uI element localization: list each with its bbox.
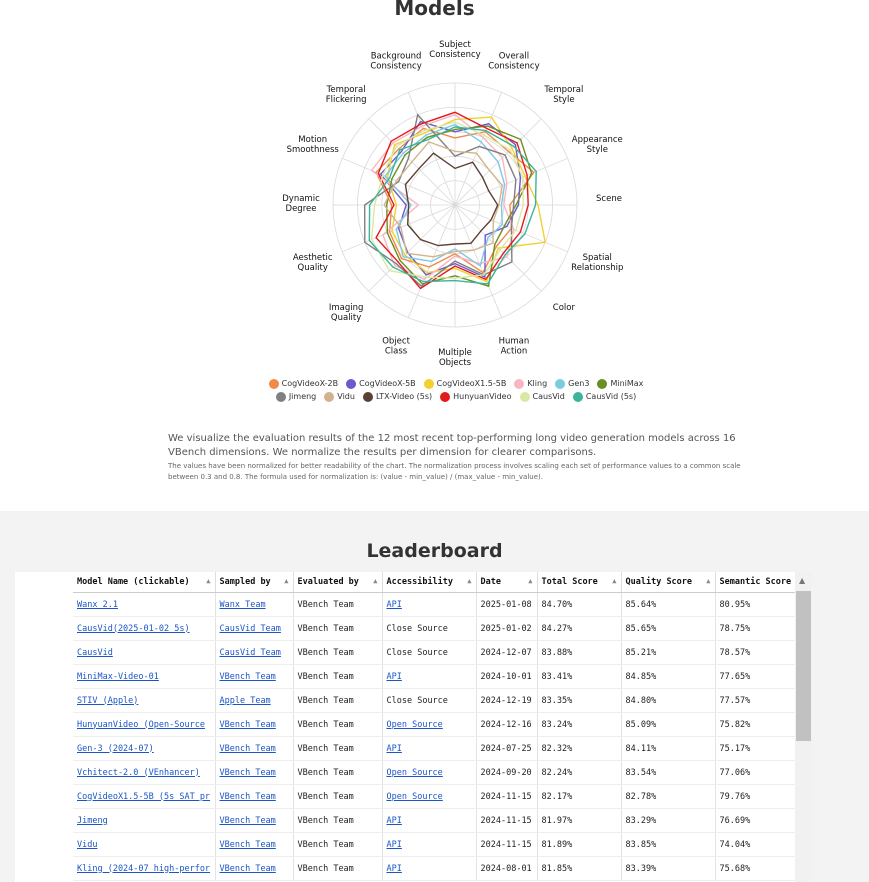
sampled-by-link[interactable]: CausVid Team: [219, 623, 281, 634]
accessibility-link[interactable]: API: [386, 671, 402, 682]
column-header-label: Semantic Score: [719, 577, 792, 587]
cell-semantic-score: [715, 641, 807, 665]
table-header-row: [73, 572, 807, 593]
legend-dot-icon: [520, 392, 530, 402]
semantic-score: 76.69%: [719, 815, 751, 826]
legend-dot-icon: [555, 379, 565, 389]
semantic-score: 77.65%: [719, 671, 751, 682]
cell-evaluated-by: [293, 593, 382, 617]
cell-total-score: [537, 785, 621, 809]
cell-model-link: [73, 665, 215, 689]
quality-score: 84.11%: [625, 743, 657, 754]
cell-quality-score: [621, 593, 715, 617]
cell-accessibility: [382, 689, 476, 713]
legend-item[interactable]: [276, 392, 316, 402]
cell-evaluated-by: [293, 833, 382, 857]
cell-evaluated-by: [293, 857, 382, 881]
total-score: 82.24%: [541, 767, 573, 778]
cell-model-link: [73, 713, 215, 737]
cell-quality-score: [621, 713, 715, 737]
cell-total-score: [537, 641, 621, 665]
cell-total-score: [537, 617, 621, 641]
sampled-by-link[interactable]: VBench Team: [219, 863, 276, 874]
radar-axis-label: Temporal Style: [544, 85, 584, 106]
table-row: [73, 737, 807, 761]
evaluated-by: VBench Team: [297, 839, 354, 850]
column-header-label: Date: [480, 577, 501, 587]
cell-evaluated-by: [293, 665, 382, 689]
legend-label: Vidu: [337, 392, 355, 401]
cell-sampled-by-link: [215, 809, 293, 833]
model-link[interactable]: STIV (Apple): [77, 695, 139, 706]
cell-total-score: [537, 689, 621, 713]
legend-item[interactable]: [440, 392, 511, 402]
cell-quality-score: [621, 665, 715, 689]
cell-semantic-score: [715, 713, 807, 737]
legend-dot-icon: [269, 379, 279, 389]
column-header-label: Accessibility: [386, 577, 454, 587]
cell-semantic-score: [715, 857, 807, 881]
sampled-by-link[interactable]: VBench Team: [219, 719, 276, 730]
semantic-score: 74.04%: [719, 839, 751, 850]
cell-model-link: [73, 593, 215, 617]
cell-semantic-score: [715, 665, 807, 689]
cell-date: [476, 833, 537, 857]
total-score: 83.41%: [541, 671, 573, 682]
cell-date: [476, 641, 537, 665]
sort-icon[interactable]: ▲: [612, 577, 617, 585]
model-link[interactable]: Wanx 2.1: [77, 599, 118, 610]
table-row: [73, 761, 807, 785]
legend-label: Kling: [527, 379, 548, 388]
legend-item[interactable]: [514, 379, 547, 389]
cell-accessibility: [382, 713, 476, 737]
leaderboard-table-container[interactable]: [15, 572, 812, 882]
legend-label: CogVideoX1.5-5B: [436, 379, 507, 388]
sort-icon[interactable]: ▲: [706, 577, 711, 585]
semantic-score: 78.75%: [719, 623, 751, 634]
legend-dot-icon: [514, 379, 524, 389]
radar-axis-line: [455, 205, 502, 318]
radar-axis-label: Dynamic Degree: [282, 194, 320, 214]
model-link[interactable]: Gen-3 (2024-07): [77, 743, 154, 754]
legend-item[interactable]: [597, 379, 643, 389]
cell-semantic-score: [715, 593, 807, 617]
semantic-score: 75.82%: [719, 719, 751, 730]
radar-axis-label: Color: [552, 302, 575, 313]
cell-date: [476, 713, 537, 737]
model-link[interactable]: Kling (2024-07 high-perfor: [77, 863, 211, 874]
total-score: 82.17%: [541, 791, 573, 802]
date: 2025-01-02: [480, 623, 532, 634]
date: 2024-12-16: [480, 719, 532, 730]
total-score: 82.32%: [541, 743, 573, 754]
sort-icon[interactable]: ▲: [284, 577, 289, 585]
accessibility-link[interactable]: API: [386, 839, 402, 850]
table-row: [73, 617, 807, 641]
sampled-by-link[interactable]: VBench Team: [219, 767, 276, 778]
cell-date: [476, 665, 537, 689]
cell-model-link: [73, 617, 215, 641]
legend-row: [281, 377, 644, 390]
cell-model-link: [73, 809, 215, 833]
cell-date: [476, 593, 537, 617]
quality-score: 85.09%: [625, 719, 657, 730]
column-header[interactable]: [293, 572, 382, 593]
date: 2024-11-15: [480, 839, 532, 850]
semantic-score: 78.57%: [719, 647, 751, 658]
column-header[interactable]: [73, 572, 215, 593]
cell-sampled-by-link: [215, 617, 293, 641]
table-row: [73, 689, 807, 713]
quality-score: 82.78%: [625, 791, 657, 802]
cell-model-link: [73, 833, 215, 857]
cell-total-score: [537, 665, 621, 689]
cell-semantic-score: [715, 761, 807, 785]
cell-accessibility: [382, 737, 476, 761]
cell-date: [476, 689, 537, 713]
quality-score: 83.85%: [625, 839, 657, 850]
semantic-score: 79.76%: [719, 791, 751, 802]
cell-quality-score: [621, 857, 715, 881]
column-header[interactable]: [715, 572, 807, 593]
table-body: [73, 593, 807, 881]
cell-model-link: [73, 641, 215, 665]
legend-dot-icon: [424, 379, 434, 389]
models-description: We visualize the evaluation results of the 12 most recent top-performing long video generation models across 16 VBench dimensions. We normalize the results per dimension for clearer comparisons.: [168, 433, 736, 458]
leaderboard-title: Leaderboard: [366, 540, 503, 562]
semantic-score: 75.68%: [719, 863, 751, 874]
leaderboard-table: [73, 572, 808, 881]
semantic-score: 80.95%: [719, 599, 751, 610]
sampled-by-link[interactable]: VBench Team: [219, 791, 276, 802]
cell-semantic-score: [715, 809, 807, 833]
cell-total-score: [537, 761, 621, 785]
table-row: [73, 713, 807, 737]
legend-item[interactable]: [346, 379, 416, 389]
total-score: 83.24%: [541, 719, 573, 730]
date: 2024-12-07: [480, 647, 532, 658]
legend-label: CogVideoX-2B: [281, 379, 339, 388]
radar-axis-label: Overall Consistency: [488, 51, 540, 72]
total-score: 84.27%: [541, 623, 573, 634]
column-header-label: Model Name (clickable): [77, 577, 190, 587]
cell-date: [476, 785, 537, 809]
cell-total-score: [537, 737, 621, 761]
sort-icon[interactable]: ▲: [373, 577, 378, 585]
column-header[interactable]: [215, 572, 293, 593]
evaluated-by: VBench Team: [297, 623, 354, 634]
total-score: 84.70%: [541, 599, 573, 610]
legend-label: MiniMax: [610, 379, 644, 388]
semantic-score: 75.17%: [719, 743, 751, 754]
radar-chart: [250, 30, 660, 376]
radar-axis-label: Aesthetic Quality: [292, 252, 333, 273]
date: 2024-07-25: [480, 743, 532, 754]
cell-evaluated-by: [293, 617, 382, 641]
radar-axis-label: Scene: [596, 194, 622, 204]
sort-icon[interactable]: ▲: [206, 577, 211, 585]
legend-item[interactable]: [324, 392, 355, 402]
legend-item[interactable]: [555, 379, 589, 389]
quality-score: 85.21%: [625, 647, 657, 658]
cell-accessibility: [382, 665, 476, 689]
cell-date: [476, 857, 537, 881]
legend-label: Jimeng: [288, 392, 317, 401]
quality-score: 85.64%: [625, 599, 657, 610]
date: 2024-08-01: [480, 863, 532, 874]
quality-score: 84.85%: [625, 671, 657, 682]
model-link[interactable]: CausVid: [77, 647, 113, 658]
cell-semantic-score: [715, 689, 807, 713]
cell-sampled-by-link: [215, 713, 293, 737]
total-score: 83.35%: [541, 695, 573, 706]
radar-axis-label: Motion Smoothness: [286, 135, 339, 156]
quality-score: 85.65%: [625, 623, 657, 634]
legend-row: [286, 390, 637, 403]
cell-accessibility: [382, 641, 476, 665]
table-row: [73, 857, 807, 881]
cell-model-link: [73, 785, 215, 809]
date: 2025-01-08: [480, 599, 532, 610]
legend-dot-icon: [324, 392, 334, 402]
radar-axis-label: Appearance Style: [571, 135, 623, 156]
accessibility-link[interactable]: Open Source: [386, 791, 443, 802]
accessibility-link[interactable]: API: [386, 815, 402, 826]
cell-total-score: [537, 593, 621, 617]
radar-series-ltx-video-5s-: [405, 153, 497, 245]
date: 2024-11-15: [480, 815, 532, 826]
cell-evaluated-by: [293, 785, 382, 809]
evaluated-by: VBench Team: [297, 671, 354, 682]
leaderboard-section: [0, 511, 869, 882]
cell-total-score: [537, 857, 621, 881]
accessibility-link[interactable]: Open Source: [386, 719, 443, 730]
cell-sampled-by-link: [215, 833, 293, 857]
column-header[interactable]: [476, 572, 537, 593]
accessibility: Close Source: [386, 623, 448, 634]
date: 2024-09-20: [480, 767, 532, 778]
radar-axis-label: Human Action: [498, 336, 530, 357]
normalization-note: The values have been normalized for better readability of the chart. The normalization process involves scaling each set of performance values to a common scale between 0.3 and 0.8. The formula used for normalization is: (value - min_value) / (max_value - min_value).: [168, 462, 741, 481]
cell-accessibility: [382, 761, 476, 785]
radar-axis-label: Object Class: [382, 336, 410, 357]
accessibility-link[interactable]: Open Source: [386, 767, 443, 778]
legend-item[interactable]: [363, 392, 432, 402]
cell-date: [476, 737, 537, 761]
model-link[interactable]: HunyuanVideo (Open-Source: [77, 719, 205, 730]
cell-model-link: [73, 737, 215, 761]
legend-dot-icon: [440, 392, 450, 402]
cell-sampled-by-link: [215, 737, 293, 761]
legend-item[interactable]: [573, 392, 636, 402]
cell-evaluated-by: [293, 809, 382, 833]
cell-sampled-by-link: [215, 593, 293, 617]
table-row: [73, 833, 807, 857]
legend-item[interactable]: [520, 392, 565, 402]
column-header[interactable]: [621, 572, 715, 593]
table-scrollbar-thumb[interactable]: [796, 591, 811, 741]
evaluated-by: VBench Team: [297, 863, 354, 874]
table-row: [73, 785, 807, 809]
cell-semantic-score: [715, 737, 807, 761]
cell-accessibility: [382, 809, 476, 833]
evaluated-by: VBench Team: [297, 743, 354, 754]
cell-accessibility: [382, 617, 476, 641]
cell-evaluated-by: [293, 761, 382, 785]
cell-quality-score: [621, 833, 715, 857]
sampled-by-link[interactable]: VBench Team: [219, 839, 276, 850]
radar-axis-label: Multiple Objects: [438, 348, 472, 368]
sampled-by-link[interactable]: CausVid Team: [219, 647, 281, 658]
cell-accessibility: [382, 833, 476, 857]
radar-axis-label: Subject Consistency: [429, 40, 481, 60]
cell-evaluated-by: [293, 737, 382, 761]
legend-dot-icon: [573, 392, 583, 402]
legend-dot-icon: [597, 379, 607, 389]
cell-quality-score: [621, 641, 715, 665]
legend-label: LTX-Video (5s): [375, 392, 433, 401]
semantic-score: 77.06%: [719, 767, 751, 778]
cell-date: [476, 761, 537, 785]
cell-sampled-by-link: [215, 689, 293, 713]
table-row: [73, 665, 807, 689]
total-score: 81.89%: [541, 839, 573, 850]
cell-model-link: [73, 689, 215, 713]
evaluated-by: VBench Team: [297, 791, 354, 802]
accessibility-link[interactable]: API: [386, 863, 402, 874]
legend-item[interactable]: [269, 379, 339, 389]
cell-evaluated-by: [293, 689, 382, 713]
evaluated-by: VBench Team: [297, 815, 354, 826]
semantic-score: 77.57%: [719, 695, 751, 706]
radar-axis-line: [455, 158, 568, 205]
cell-evaluated-by: [293, 641, 382, 665]
legend-label: Gen3: [568, 379, 590, 388]
column-header-label: Total Score: [541, 577, 598, 587]
cell-semantic-score: [715, 833, 807, 857]
legend-label: CogVideoX-5B: [359, 379, 416, 388]
date: 2024-11-15: [480, 791, 532, 802]
models-title: Models: [394, 0, 475, 20]
table-row: [73, 593, 807, 617]
cell-total-score: [537, 833, 621, 857]
date: 2024-10-01: [480, 671, 532, 682]
cell-semantic-score: [715, 617, 807, 641]
sampled-by-link[interactable]: VBench Team: [219, 671, 276, 682]
total-score: 81.97%: [541, 815, 573, 826]
cell-model-link: [73, 857, 215, 881]
cell-semantic-score: [715, 785, 807, 809]
legend-dot-icon: [363, 392, 373, 402]
table-row: [73, 641, 807, 665]
cell-quality-score: [621, 809, 715, 833]
accessibility: Close Source: [386, 695, 448, 706]
sampled-by-link[interactable]: VBench Team: [219, 815, 276, 826]
cell-quality-score: [621, 785, 715, 809]
column-header-label: Sampled by: [219, 577, 271, 587]
quality-score: 83.29%: [625, 815, 657, 826]
model-link[interactable]: Vidu: [77, 839, 98, 850]
chart-legend: [281, 377, 644, 403]
model-link[interactable]: Jimeng: [77, 815, 108, 826]
total-score: 81.85%: [541, 863, 573, 874]
accessibility-link[interactable]: API: [386, 599, 402, 610]
evaluated-by: VBench Team: [297, 767, 354, 778]
evaluated-by: VBench Team: [297, 695, 354, 706]
cell-sampled-by-link: [215, 857, 293, 881]
evaluated-by: VBench Team: [297, 599, 354, 610]
cell-model-link: [73, 761, 215, 785]
model-link[interactable]: MiniMax-Video-01: [77, 671, 159, 682]
accessibility-link[interactable]: API: [386, 743, 402, 754]
date: 2024-12-19: [480, 695, 532, 706]
model-link[interactable]: CogVideoX1.5-5B (5s SAT pr: [77, 791, 211, 802]
column-header-label: Quality Score: [625, 577, 693, 587]
quality-score: 83.54%: [625, 767, 657, 778]
cell-sampled-by-link: [215, 761, 293, 785]
legend-label: CausVid: [532, 392, 565, 401]
column-header[interactable]: [537, 572, 621, 593]
total-score: 83.88%: [541, 647, 573, 658]
column-header-label: Evaluated by: [297, 577, 359, 587]
cell-quality-score: [621, 617, 715, 641]
accessibility: Close Source: [386, 647, 448, 658]
legend-dot-icon: [276, 392, 286, 402]
radar-axis-label: Spatial Relationship: [571, 252, 624, 273]
evaluated-by: VBench Team: [297, 647, 354, 658]
cell-accessibility: [382, 593, 476, 617]
table-row: [73, 809, 807, 833]
model-link[interactable]: CausVid(2025-01-02 5s): [77, 623, 190, 634]
radar-axis-label: Imaging Quality: [328, 302, 364, 323]
sampled-by-link[interactable]: Apple Team: [219, 695, 271, 706]
cell-sampled-by-link: [215, 785, 293, 809]
cell-quality-score: [621, 689, 715, 713]
sampled-by-link[interactable]: Wanx Team: [219, 599, 266, 610]
radar-axis-label: Temporal Flickering: [325, 85, 367, 106]
cell-sampled-by-link: [215, 665, 293, 689]
cell-total-score: [537, 809, 621, 833]
radar-axis-label: Background Consistency: [370, 51, 422, 72]
legend-item[interactable]: [424, 379, 507, 389]
evaluated-by: VBench Team: [297, 719, 354, 730]
legend-label: CausVid (5s): [585, 392, 637, 401]
cell-accessibility: [382, 785, 476, 809]
quality-score: 84.80%: [625, 695, 657, 706]
column-header[interactable]: [382, 572, 476, 593]
cell-total-score: [537, 713, 621, 737]
cell-evaluated-by: [293, 713, 382, 737]
cell-sampled-by-link: [215, 641, 293, 665]
scroll-up-icon[interactable]: ▲: [799, 576, 806, 585]
legend-label: HunyuanVideo: [453, 392, 512, 401]
cell-quality-score: [621, 761, 715, 785]
cell-date: [476, 809, 537, 833]
sampled-by-link[interactable]: VBench Team: [219, 743, 276, 754]
cell-date: [476, 617, 537, 641]
sort-icon[interactable]: ▲: [467, 577, 472, 585]
legend-dot-icon: [346, 379, 356, 389]
cell-accessibility: [382, 857, 476, 881]
model-link[interactable]: Vchitect-2.0 (VEnhancer): [77, 767, 200, 778]
quality-score: 83.39%: [625, 863, 657, 874]
sort-icon[interactable]: ▲: [528, 577, 533, 585]
cell-quality-score: [621, 737, 715, 761]
